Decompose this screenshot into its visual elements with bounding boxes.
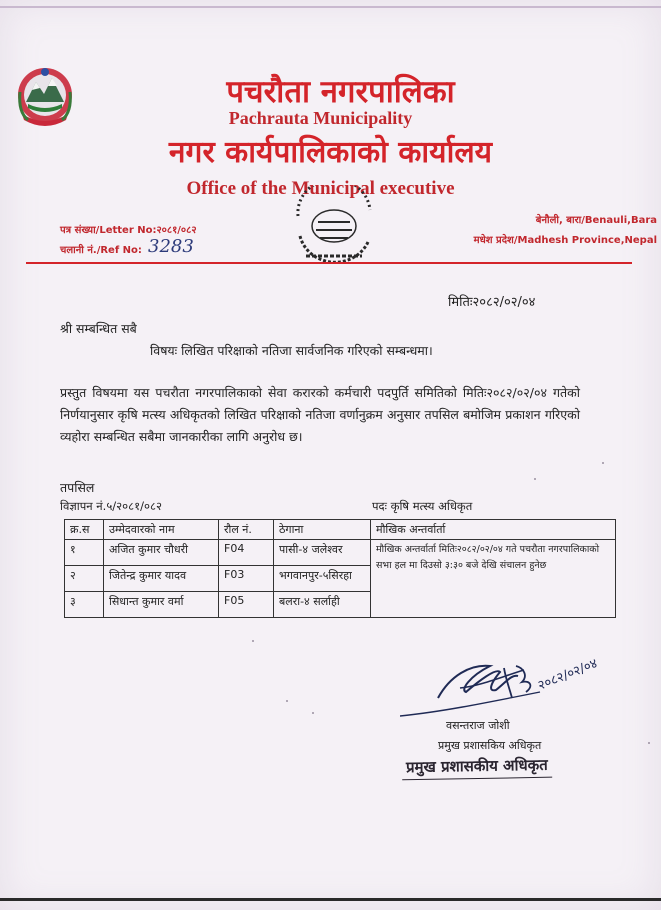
- scan-speck: [534, 478, 536, 480]
- recipient: श्री सम्बन्धित सबै: [60, 321, 137, 336]
- col-interview: मौखिक अन्तर्वार्ता: [371, 520, 616, 540]
- ref-number-handwritten: 3283: [148, 236, 194, 257]
- cell-roll: F05: [219, 592, 274, 618]
- ref-number: [60, 242, 142, 256]
- handwritten-signature: [400, 646, 610, 726]
- tapsil-heading: तपसिल: [60, 480, 95, 495]
- cell-address: भगवानपुर-५सिरहा: [274, 566, 371, 592]
- col-roll-no: रौल नं.: [219, 520, 274, 540]
- cell-address: पासी-४ जलेश्वर: [274, 540, 371, 566]
- ref-number-label: चलानी नं./Ref No:: [60, 245, 142, 256]
- address-line-1: बेनौली, बारा/Benauli,Bara: [535, 215, 657, 226]
- cell-roll: F04: [219, 540, 274, 566]
- municipality-name-np: पचरौता नगरपालिका: [226, 74, 455, 110]
- cell-roll: F03: [219, 566, 274, 592]
- scan-speck: [252, 640, 254, 642]
- scan-speck: [312, 712, 314, 714]
- body-paragraph: प्रस्तुत विषयमा यस पचरौता नगरपालिकाको सेवा करारको कर्मचारी पदपुर्ति समितिको मितिः२०८२/०२/०४ गतेको निर्णयानुसार कृषि मत्स्य अधिकृतको लिखित परिक्षाको नतिजा वर्णानुक्रम अनुसार तपसिल बमोजिम प्रकाशन गरिएको व्यहोरा सम्बन्धित सबैमा जानकारीका लागि अनुरोध छ।: [60, 385, 580, 444]
- letter-number-value: २०८१/०८२: [156, 225, 197, 236]
- cell-serial: ३: [65, 592, 104, 618]
- scan-speck: [602, 462, 604, 464]
- signatory-title: प्रमुख प्रशासकिय अधिकृत: [438, 739, 542, 752]
- col-serial: क्र.स: [65, 520, 104, 540]
- office-round-stamp: [288, 186, 380, 270]
- bottom-scan-edge: [0, 898, 661, 901]
- post-title: पदः कृषि मत्स्य अधिकृत: [372, 499, 473, 513]
- office-name-np: नगर कार्यपालिकाको कार्यालय: [168, 135, 493, 170]
- header-divider: [26, 262, 632, 264]
- signature-date: २०८२/०२/०४: [535, 656, 600, 694]
- results-table: [64, 519, 616, 618]
- scan-speck: [648, 742, 650, 744]
- table-header-row: [65, 520, 616, 540]
- subject-line: विषयः लिखित परिक्षाको नतिजा सार्वजनिक गरिएको सम्बन्धमा।: [150, 343, 433, 358]
- municipality-name-en: Pachrauta Municipality: [228, 108, 413, 128]
- office-name-en: Office of the Municipal executive: [186, 178, 455, 199]
- cell-name: सिधान्त कुमार वर्मा: [104, 592, 219, 618]
- letter-number: [60, 222, 197, 236]
- cell-name: जितेन्द्र कुमार यादव: [104, 566, 219, 592]
- title-seal-stamp: प्रमुख प्रशासकीय अधिकृत: [402, 753, 552, 781]
- cell-name: अजित कुमार चौधरी: [104, 540, 219, 566]
- letter-date: मितिः२०८२/०२/०४: [448, 295, 536, 310]
- col-candidate-name: उम्मेदवारको नाम: [104, 520, 219, 540]
- col-address: ठेगाना: [274, 520, 371, 540]
- signatory-name: वसन्तराज जोशी: [446, 719, 510, 732]
- address-line-2: मधेश प्रदेश/Madhesh Province,Nepal: [473, 235, 657, 246]
- cell-address: बलरा-४ सर्लाही: [274, 592, 371, 618]
- scan-speck: [286, 700, 288, 702]
- interview-note: मौखिक अन्तर्वार्ता मितिः२०८२/०२/०४ गते पचरौता नगरपालिकाको सभा हल मा दिउसो ३:३० बजे देखि संचालन हुनेछ: [371, 540, 616, 618]
- letter-number-label: पत्र संख्या/Letter No:: [60, 225, 157, 236]
- top-scan-edge: [0, 6, 661, 8]
- table-row: [65, 540, 616, 566]
- advert-number: विज्ञापन नं.५/२०८१/०८२: [60, 499, 162, 513]
- cell-serial: २: [65, 566, 104, 592]
- cell-serial: १: [65, 540, 104, 566]
